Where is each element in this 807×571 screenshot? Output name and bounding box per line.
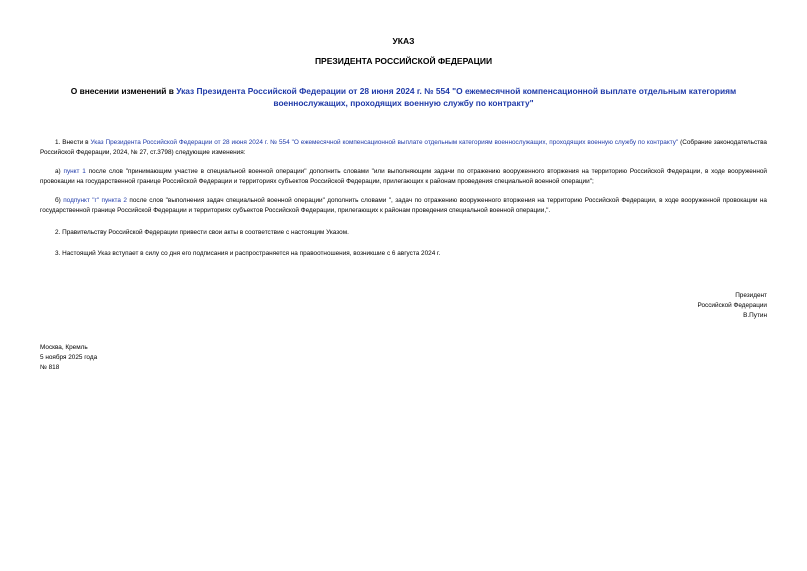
p1-suffix: (Собрание законодательства Российской Федерации, 2024, № 27, ст.3798) следующие изменения:	[40, 139, 767, 156]
pb-subclause-link[interactable]: подпункт "г" пункта 2	[63, 197, 127, 204]
place-date-block	[40, 343, 240, 372]
pa-clause-link[interactable]: пункт 1	[63, 168, 86, 175]
paragraph-2: 2. Правительству Российской Федерации привести свои акты в соответствие с настоящим Указом.	[55, 229, 349, 236]
signing-location: Москва, Кремль	[40, 344, 88, 351]
decree-subject	[40, 86, 767, 109]
subject-decree-link[interactable]: Указ Президента Российской Федерации от 28 июня 2024 г. № 554 "О ежемесячной компенсационной выплате отдельным категориям военнослужащих, проходящих военную службу по контракту"	[176, 86, 737, 108]
subject-prefix: О внесении изменений в	[70, 86, 177, 96]
pb-suffix: после слов "выполнения задач специальной военной операции" дополнить словами ", задач по отражению вооруженного вторжения на территорию Российской Федерации, в ходе вооруженной провокации на государственной границе Российской Федерации и территориях субъектов Российской Федерации, прилегающих к районам проведения специальной военной операции,".	[40, 197, 767, 214]
signature-name: В.Путин	[743, 311, 767, 319]
pa-prefix: а)	[55, 168, 64, 175]
decree-title: УКАЗ	[392, 36, 415, 46]
pb-prefix: б)	[55, 197, 64, 204]
paragraph-a	[40, 167, 767, 187]
signing-date: 5 ноября 2025 года	[40, 353, 98, 361]
decree-number: № 818	[40, 363, 60, 371]
paragraph-1	[40, 138, 767, 158]
signature-country: Российской Федерации	[697, 301, 767, 309]
p1-prefix: 1. Внести в	[55, 139, 91, 146]
decree-issuer: ПРЕЗИДЕНТА РОССИЙСКОЙ ФЕДЕРАЦИИ	[314, 56, 493, 66]
p1-decree-link[interactable]: Указ Президента Российской Федерации от 28 июня 2024 г. № 554 "О ежемесячной компенсационной выплате отдельным категориям военнослужащих, проходящих военную службу по контракту"	[90, 139, 679, 146]
paragraph-3: 3. Настоящий Указ вступает в силу со дня его подписания и распространяется на правоотношения, возникшие с 6 августа 2024 г.	[55, 250, 441, 257]
paragraph-b	[40, 196, 767, 216]
signature-block	[567, 291, 767, 320]
pa-suffix: после слов "принимающим участие в специальной военной операции" дополнить словами "или выполняющим задачи по отражению вооруженного вторжения на территорию Российской Федерации, в ходе вооруженной провокации на государственной границе Российской Федерации и территориях субъектов Российской Федерации, прилегающих к районам проведения специальной военной операции";	[40, 168, 767, 185]
signature-title: Президент	[735, 292, 767, 299]
